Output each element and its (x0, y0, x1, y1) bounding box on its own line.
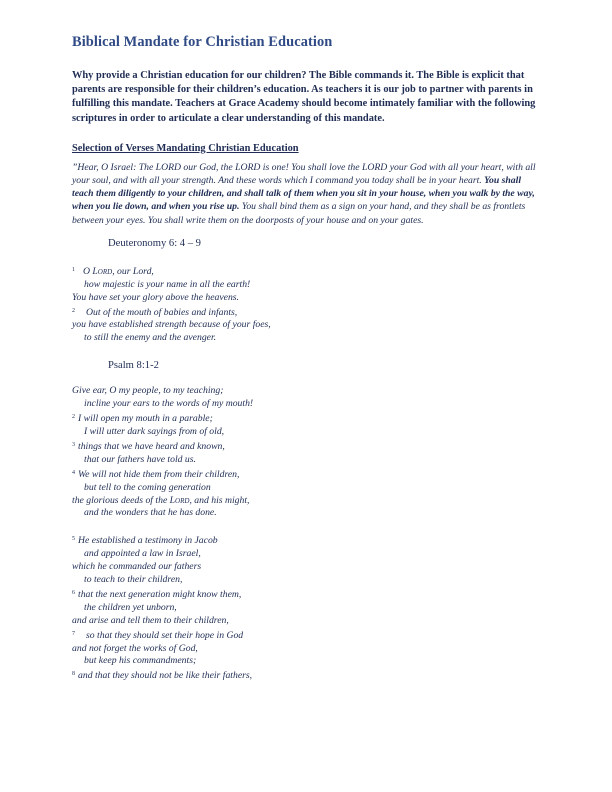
verse-line: but keep his commandments; (84, 655, 197, 667)
deuteronomy-quote (72, 161, 542, 227)
verse-number: 8 (72, 671, 75, 678)
verse-line: You have set your glory above the heavens. (72, 291, 239, 303)
psalm-8-passage (72, 264, 542, 345)
verse-line: $^8$ and that they should not be like their fathers, (72, 670, 253, 682)
verse-line: to still the enemy and the avenger. (84, 332, 217, 344)
lord-smallcaps: Lord (169, 494, 190, 506)
verse-line: incline your ears to the words of my mouth! (84, 398, 254, 410)
intro-paragraph: Why provide a Christian education for our children? The Bible commands it. The Bible is explicit that parents are responsible for their children’s education. As teachers it is our job to partner with parents in fulfilling this mandate. Teachers at Grace Academy should become intimately familiar with the following scriptures in order to articulate a clear understanding of this mandate. (72, 70, 536, 124)
verse-line: $^4$ We will not hide them from their children, (72, 468, 240, 480)
verse-line: and not forget the works of God, (72, 642, 198, 654)
verse-number: 7 (72, 630, 75, 637)
verse-line: and arise and tell them to their children, (72, 614, 229, 626)
verse-line: I will utter dark sayings from of old, (84, 425, 225, 437)
verse-line: to teach to their children, (84, 574, 183, 586)
verse-line: the children yet unborn, (84, 601, 177, 613)
verse-line: but tell to the coming generation (84, 481, 211, 493)
verse-line: $^7$ so that they should set their hope in God (72, 629, 244, 641)
verse-number: 3 (72, 441, 75, 448)
verse-line: $^6$ that the next generation might know them, (72, 588, 242, 600)
deut-text-part1: ”Hear, O Israel: The LORD our God, the LORD is one! You shall love the LORD your God with all your heart, with all your soul, and with all your strength. And these words which I command you today shall be in your heart. (72, 161, 536, 187)
verse-number: 2 (72, 307, 75, 314)
verse-line: how majestic is your name in all the earth! (84, 278, 251, 290)
verse-number: 4 (72, 469, 75, 476)
verse-line: the glorious deeds of the Lord, and his might, (72, 494, 250, 506)
verse-line: and the wonders that he has done. (84, 507, 217, 519)
verse-number: 2 (72, 414, 75, 421)
verse-number: 6 (72, 589, 75, 596)
verse-line: $^3$ things that we have heard and known, (72, 440, 225, 452)
verse-line: and appointed a law in Israel, (84, 548, 201, 560)
verse-number: 1 (72, 266, 75, 273)
section-heading: Selection of Verses Mandating Christian Education (72, 142, 299, 154)
verse-line: you have established strength because of your foes, (72, 319, 271, 331)
deuteronomy-reference: Deuteronomy 6: 4 – 9 (108, 237, 201, 249)
verse-line: $^2$ I will open my mouth in a parable; (72, 413, 213, 425)
verse-line: Give ear, O my people, to my teaching; (72, 385, 224, 397)
verse-line: $^2$ Out of the mouth of babies and infants, (72, 306, 238, 318)
verse-line: that our fathers have told us. (84, 453, 196, 465)
verse-number: 5 (72, 536, 75, 543)
document-page (72, 34, 542, 683)
verse-line: $^1$ O Lord, our Lord, (72, 265, 154, 277)
page-title: Biblical Mandate for Christian Education (72, 34, 333, 50)
psalm-78-passage (72, 385, 542, 683)
deut-emphasis: You shall teach them diligently to your children, and shall talk of them when you sit in your house, when you walk by the way, when you lie down, and when you rise up. (72, 175, 535, 213)
lord-smallcaps: Lord (92, 265, 113, 277)
deut-text-part2: You shall bind them as a sign on your hand, and they shall be as frontlets between your eyes. You shall write them on the doorposts of your house and on your gates. (72, 201, 526, 226)
verse-line: $^5$ He established a testimony in Jacob (72, 535, 218, 547)
psalm-8-reference: Psalm 8:1-2 (108, 360, 159, 372)
verse-line: which he commanded our fathers (72, 561, 202, 573)
